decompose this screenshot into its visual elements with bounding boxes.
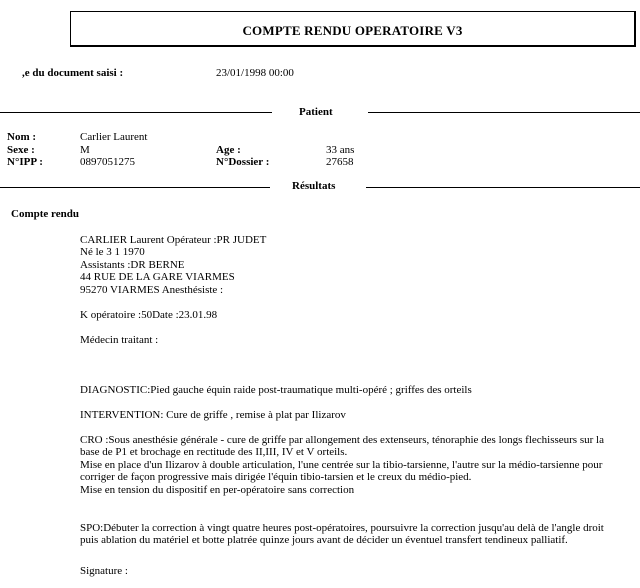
results-divider-left (0, 187, 270, 188)
nom-label: Nom : (7, 131, 37, 143)
k-operatoire: K opératoire :50Date :23.01.98 (80, 309, 218, 321)
cro-block (80, 434, 636, 496)
section-patient: Patient (299, 106, 333, 118)
sexe-value: M (80, 144, 90, 156)
nom-value: Carlier Laurent (80, 131, 148, 143)
title-box (70, 11, 636, 47)
ipp-label: N°IPP : (7, 156, 43, 168)
diagnostic: DIAGNOSTIC:Pied gauche équin raide post-traumatique multi-opéré ; griffes des orteils (80, 384, 472, 396)
signature: Signature : (80, 565, 128, 577)
intro-line: 95270 VIARMES Anesthésiste : (80, 283, 224, 296)
report-heading: Compte rendu (11, 208, 79, 220)
ipp-value: 0897051275 (80, 156, 135, 168)
dossier-label: N°Dossier : (216, 156, 270, 168)
spo-block (80, 522, 636, 547)
dossier-value: 27658 (326, 156, 354, 168)
patient-divider-left (0, 112, 272, 113)
cro-line: Mise en tension du dispositif en per-opératoire sans correction (80, 483, 355, 496)
intro-block (80, 234, 620, 296)
cro-line: Mise en place d'un Ilizarov à double articulation, l'une centrée sur la tibio-tarsienne, l'autre sur la médio-tarsienne pour (80, 458, 603, 471)
spo-line: puis ablation du matériel et botte platrée quinze jours avant de décider un éventuel transfert tendineux palliatif. (80, 534, 568, 547)
document-date-label: ,e du document saisi : (22, 67, 124, 79)
intro-line: 44 RUE DE LA GARE VIARMES (80, 271, 235, 284)
age-value: 33 ans (326, 144, 355, 156)
document-date-value: 23/01/1998 00:00 (216, 67, 294, 79)
age-label: Age : (216, 144, 241, 156)
cro-line: CRO :Sous anesthésie générale - cure de griffe par allongement des extenseurs, ténoraphie des longs flechisseurs sur la (80, 434, 604, 446)
medecin-traitant: Médecin traitant : (80, 334, 159, 346)
spo-line: SPO:Débuter la correction à vingt quatre heures post-opératoires, poursuivre la correction jusqu'au delà de l'angle droit (80, 522, 604, 534)
intervention: INTERVENTION: Cure de griffe , remise à plat par Ilizarov (80, 409, 346, 421)
report-title: COMPTE RENDU OPERATOIRE V3 (242, 23, 463, 38)
cro-line: base de P1 et brochage en rectitude des II,III, IV et V orteils. (80, 446, 348, 459)
cro-line: corriger de façon progressive mais dirigée l'équin tibio-tarsien et le creux du médio-pied. (80, 471, 472, 484)
sexe-label: Sexe : (7, 144, 35, 156)
results-divider-right (366, 187, 640, 188)
section-results: Résultats (292, 180, 336, 192)
patient-divider-right (368, 112, 640, 113)
intro-line: Né le 3 1 1970 (80, 246, 145, 259)
intro-line: Assistants :DR BERNE (80, 258, 185, 271)
intro-line: CARLIER Laurent Opérateur :PR JUDET (80, 234, 267, 246)
